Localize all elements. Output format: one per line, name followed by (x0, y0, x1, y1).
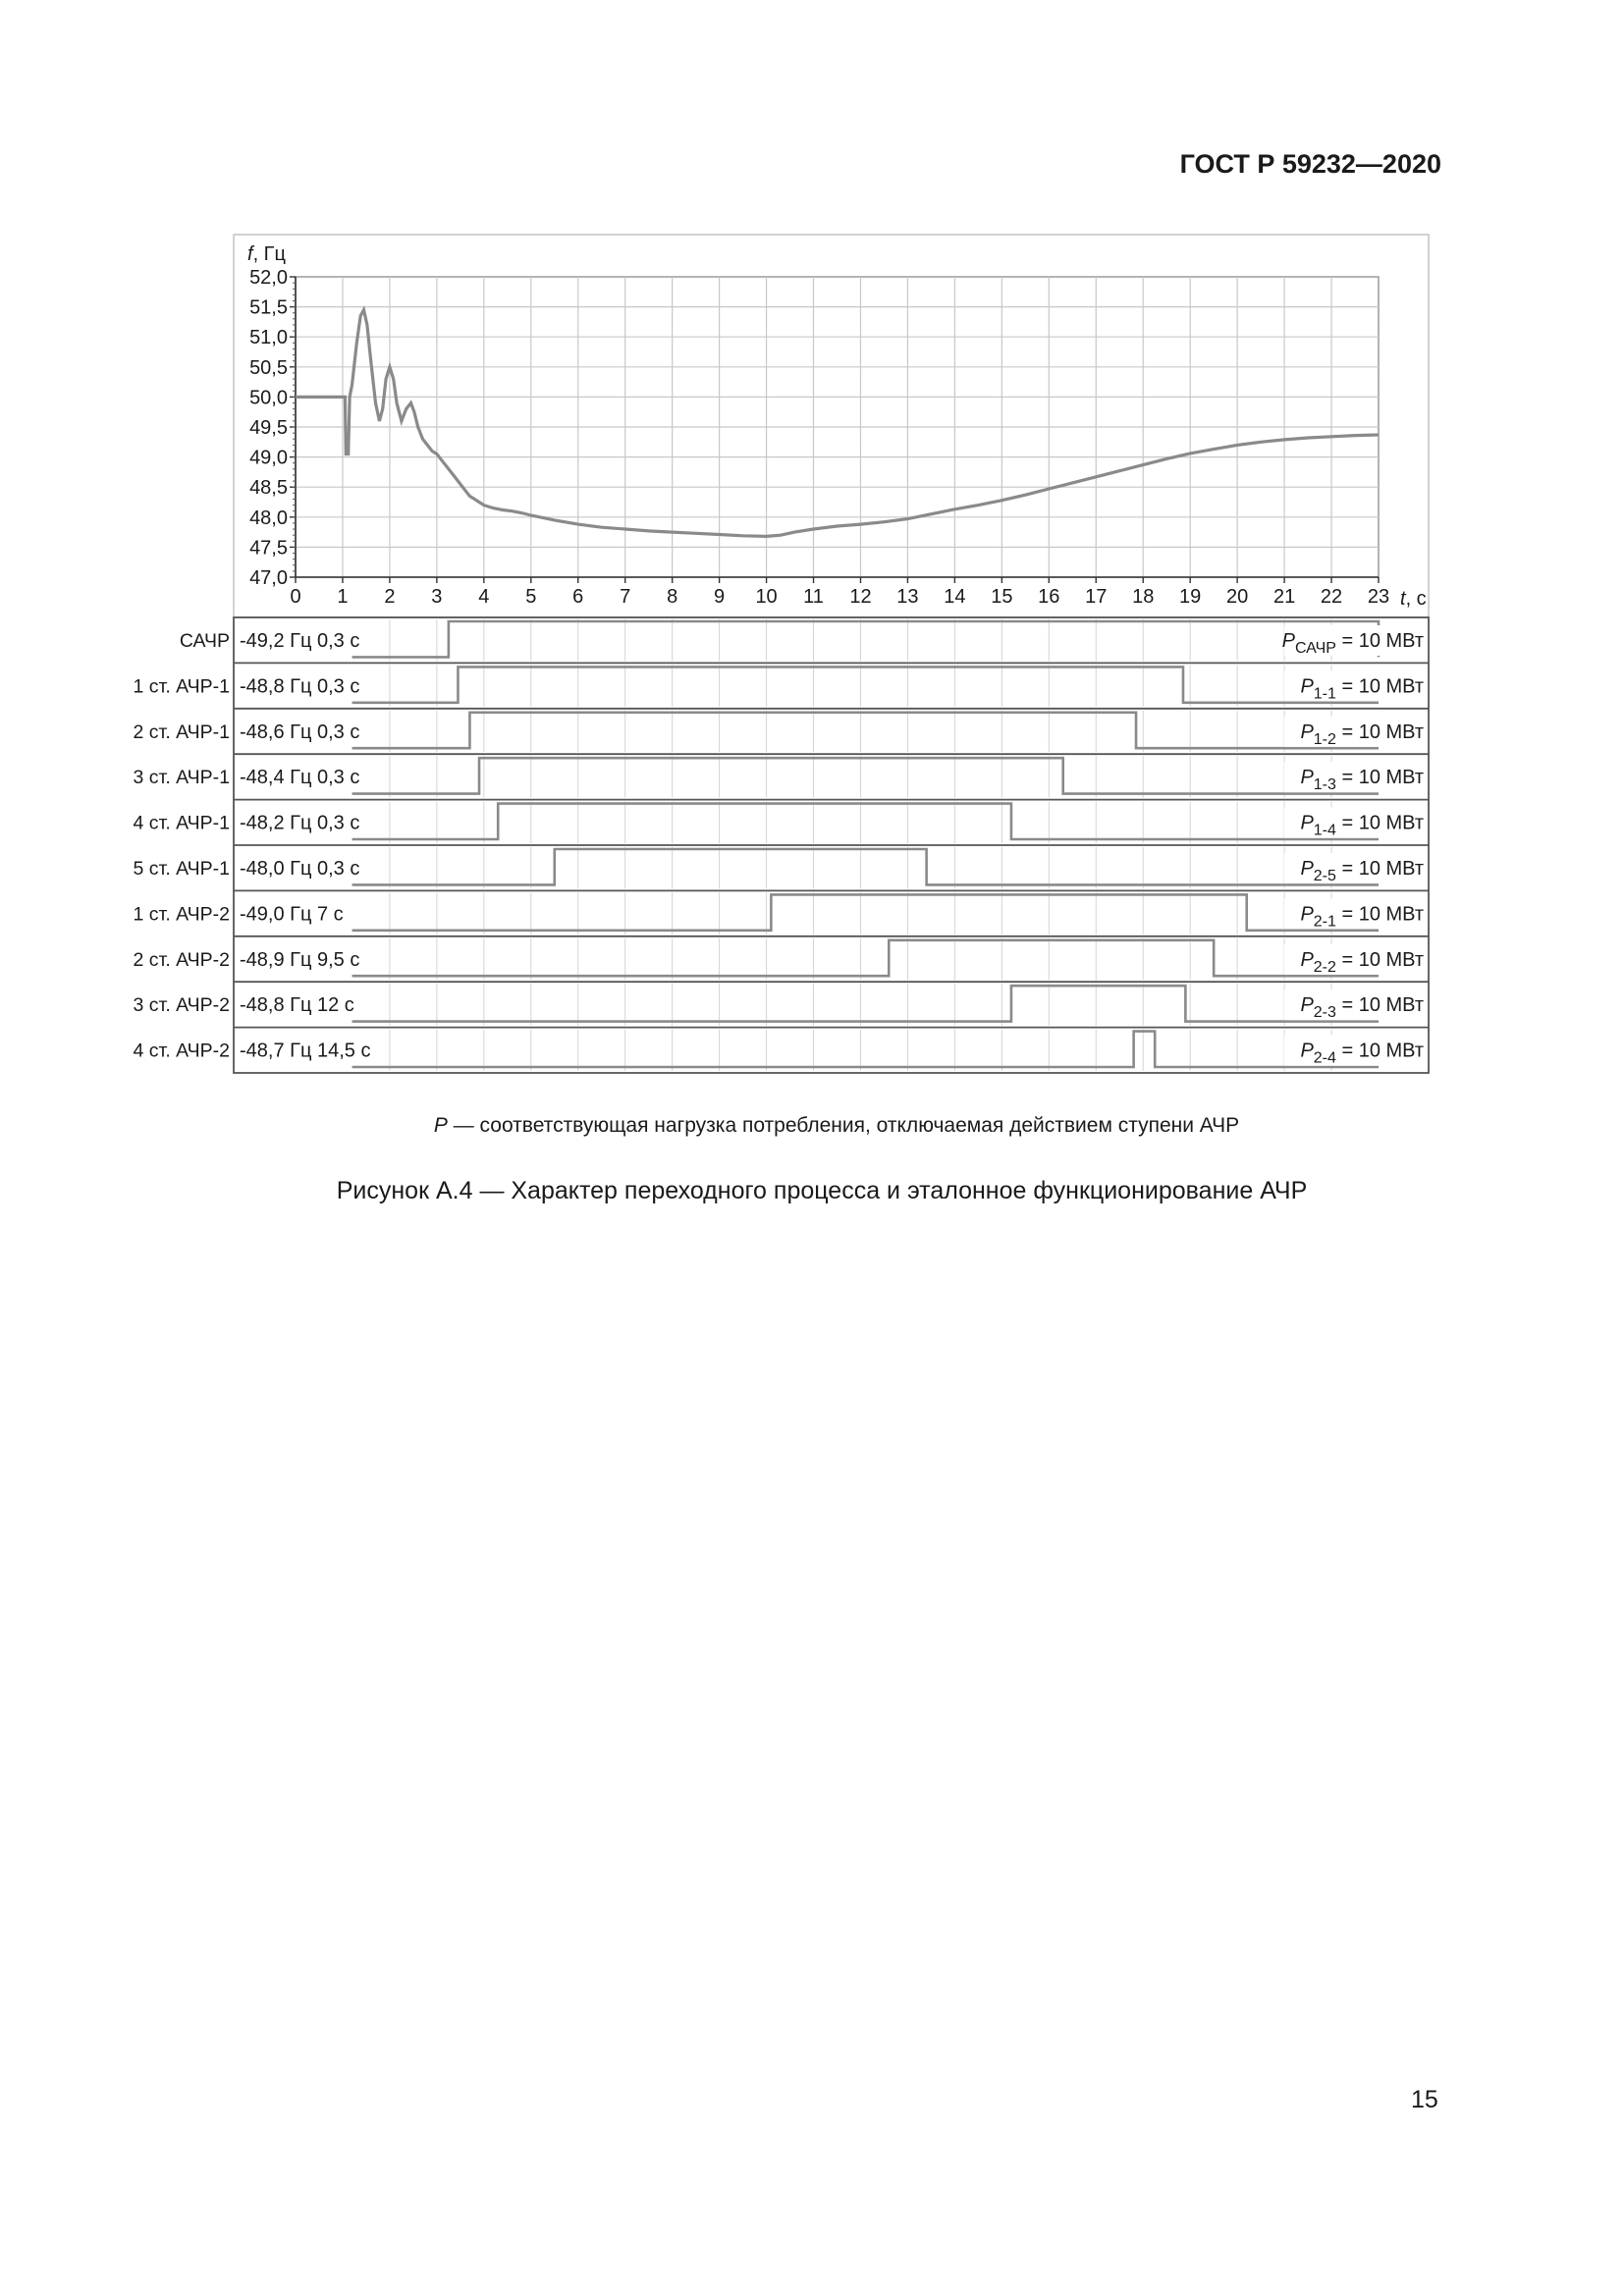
x-tick-label: 2 (384, 586, 396, 608)
x-tick-label: 11 (803, 586, 824, 608)
x-tick-label: 20 (1226, 586, 1249, 608)
signal-row-name: 5 ст. АЧР-1 (133, 858, 230, 880)
signal-row-setting: -48,6 Гц 0,3 с (240, 721, 360, 743)
signal-row-name: 3 ст. АЧР-2 (133, 994, 230, 1017)
frequency-series-line (296, 310, 1379, 537)
y-tick-label: 47,0 (249, 567, 288, 589)
signal-row-name: САЧР (179, 630, 230, 652)
signal-row-power-label: $P_{1-4} = 10$ МВт (1300, 812, 1424, 839)
signal-row-power-label: $P_{2-5} = 10$ МВт (1300, 858, 1424, 884)
figure-note (0, 1114, 1624, 1138)
signal-row-power-label: $P_{2-4} = 10$ МВт (1300, 1040, 1424, 1067)
x-tick-label: 16 (1038, 586, 1060, 608)
signal-row-name: 4 ст. АЧР-2 (133, 1040, 230, 1062)
figure-caption: Рисунок А.4 — Характер переходного процесса и эталонное функционирование АЧР (336, 1177, 1308, 1204)
y-tick-label: 51,5 (249, 296, 288, 319)
y-tick-label: 50,5 (249, 356, 288, 379)
signal-row-setting: -48,4 Гц 0,3 с (240, 767, 360, 789)
y-tick-label: 48,0 (249, 507, 288, 529)
x-tick-label: 8 (667, 586, 678, 608)
signal-row-setting: -48,7 Гц 14,5 с (240, 1040, 371, 1062)
x-tick-label: 12 (849, 586, 872, 608)
chart-outer-frame (234, 235, 1429, 617)
page-number: 15 (1411, 2086, 1438, 2113)
signal-row-name: 3 ст. АЧР-1 (133, 767, 230, 789)
signal-row-power-label: $P_{2-3} = 10$ МВт (1300, 994, 1424, 1022)
signal-row-name: 2 ст. АЧР-2 (133, 948, 230, 971)
signal-row-name: 2 ст. АЧР-1 (133, 721, 230, 743)
y-tick-label: 47,5 (249, 537, 288, 560)
y-tick-label: 49,5 (249, 417, 288, 439)
signal-row-waveform (352, 1032, 1379, 1067)
signal-row-setting: -48,8 Гц 12 с (240, 994, 354, 1017)
y-tick-label: 52,0 (249, 267, 288, 289)
y-tick-label: 51,0 (249, 327, 288, 349)
signal-row-waveform (352, 804, 1379, 839)
frequency-transient-figure (0, 0, 1624, 1099)
x-tick-label: 0 (290, 586, 301, 608)
document-header: ГОСТ Р 59232—2020 (1179, 149, 1441, 179)
signal-row-waveform (352, 621, 1379, 657)
signal-row-name: 1 ст. АЧР-1 (133, 675, 230, 698)
x-tick-label: 3 (431, 586, 443, 608)
x-axis-label: t, с (1400, 588, 1427, 610)
signal-row-setting: -48,0 Гц 0,3 с (240, 858, 360, 880)
x-tick-label: 23 (1367, 586, 1390, 608)
signal-row-power-label: $P_{1-3} = 10$ МВт (1300, 767, 1424, 794)
x-tick-label: 22 (1320, 586, 1343, 608)
signal-row-waveform (352, 849, 1379, 884)
signal-row-power-label: $P_{2-2} = 10$ МВт (1300, 948, 1424, 976)
signal-row-name: 4 ст. АЧР-1 (133, 812, 230, 834)
x-tick-label: 1 (337, 586, 349, 608)
signal-row-waveform (352, 894, 1379, 930)
x-tick-label: 13 (896, 586, 919, 608)
y-tick-label: 50,0 (249, 387, 288, 409)
y-axis-label: f, Гц (247, 243, 286, 265)
x-tick-label: 4 (478, 586, 490, 608)
x-tick-label: 21 (1272, 586, 1296, 608)
signal-row-waveform (352, 940, 1379, 976)
x-tick-label: 17 (1085, 586, 1108, 608)
signal-rows (134, 617, 1429, 1073)
x-tick-label: 18 (1132, 586, 1155, 608)
signal-row-power-label: $P_{1-1} = 10$ МВт (1300, 675, 1424, 703)
signal-row-waveform (352, 758, 1379, 793)
x-tick-label: 15 (991, 586, 1013, 608)
y-tick-label: 48,5 (249, 477, 288, 500)
x-tick-label: 7 (620, 586, 631, 608)
y-axis-ticks (249, 267, 296, 589)
y-tick-label: 49,0 (249, 447, 288, 469)
x-tick-label: 14 (944, 586, 966, 608)
x-tick-label: 19 (1179, 586, 1202, 608)
x-tick-label: 5 (525, 586, 537, 608)
signal-row-power-label: $P_{2-1} = 10$ МВт (1300, 903, 1424, 931)
x-tick-label: 10 (755, 586, 778, 608)
note-text: — соответствующая нагрузка потребления, отключаемая действием ступени АЧР (447, 1114, 1240, 1137)
signal-row-waveform (352, 713, 1379, 748)
x-tick-label: 6 (572, 586, 584, 608)
signal-row-power-label: $P_{1-2} = 10$ МВт (1300, 721, 1424, 748)
signal-row-power-label: $P_{САЧР} = 10$ МВт (1281, 630, 1424, 657)
signal-row-name: 1 ст. АЧР-2 (133, 903, 230, 926)
signal-row-setting: -48,2 Гц 0,3 с (240, 812, 360, 834)
signal-row-setting: -48,9 Гц 9,5 с (240, 948, 360, 971)
chart-frame (234, 235, 1429, 617)
x-axis-ticks (290, 577, 1389, 608)
signal-row-setting: -48,8 Гц 0,3 с (240, 675, 360, 698)
signal-row-setting: -49,0 Гц 7 с (240, 903, 344, 926)
signal-row-waveform (352, 986, 1379, 1021)
chart-grid (296, 277, 1379, 577)
note-symbol: P (433, 1114, 448, 1137)
signal-row-waveform (352, 667, 1379, 702)
signal-row-setting: -49,2 Гц 0,3 с (240, 630, 360, 652)
x-tick-label: 9 (714, 586, 726, 608)
